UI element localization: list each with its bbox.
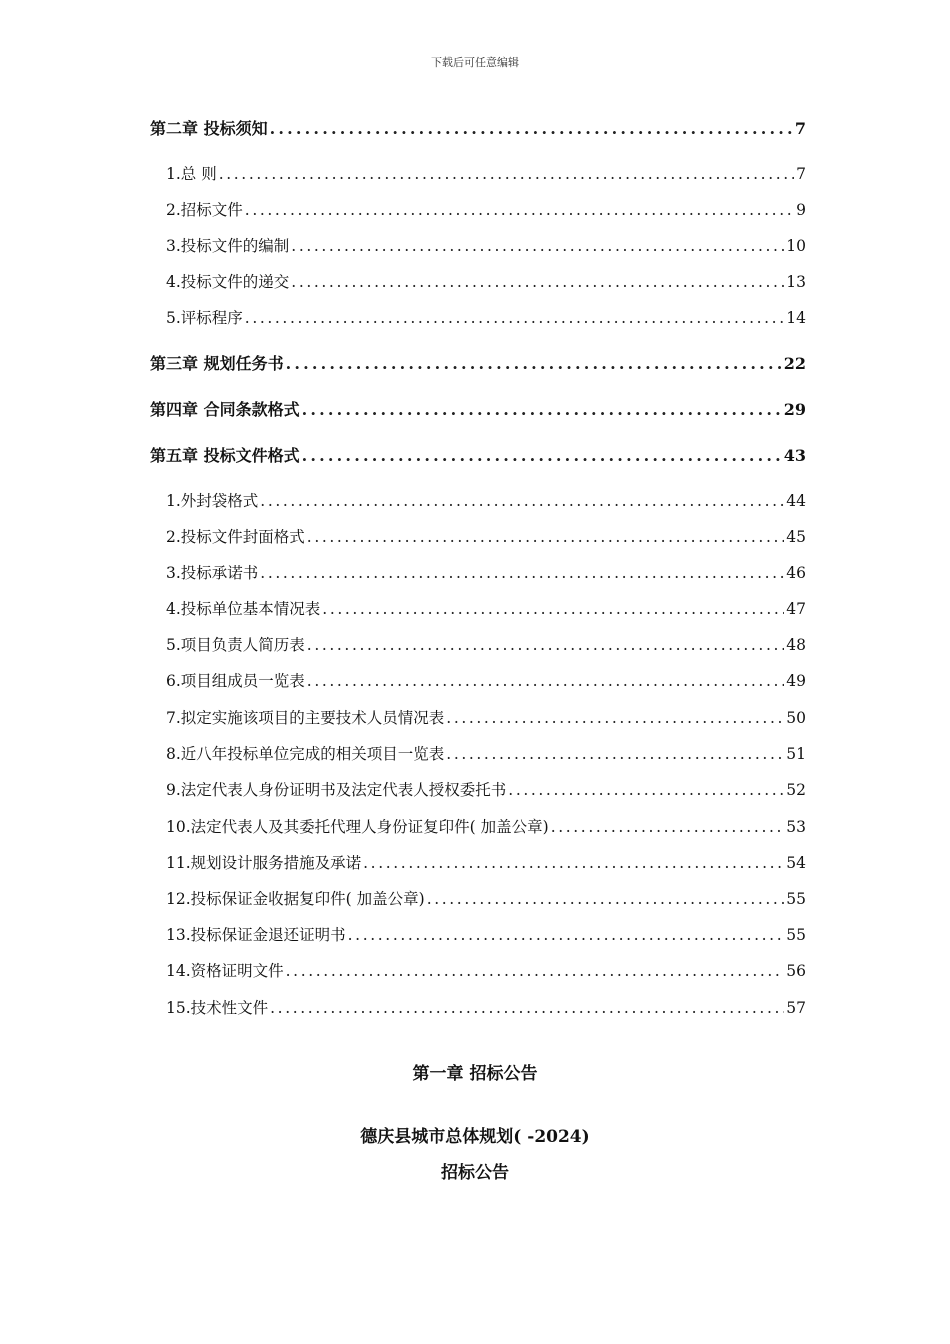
- toc-label: 13.投标保证金退还证明书: [166, 926, 346, 944]
- toc-label: 6.项目组成员一览表: [166, 672, 305, 690]
- toc-leader-dots: [307, 528, 784, 546]
- toc-item[interactable]: [166, 270, 806, 292]
- toc-page-number: 14: [786, 309, 806, 327]
- toc-page-number: 29: [783, 400, 806, 419]
- toc-leader-dots: [286, 354, 782, 373]
- toc-leader-dots: [302, 400, 782, 419]
- toc-chapter-4[interactable]: [150, 397, 806, 420]
- toc-item[interactable]: [166, 996, 806, 1018]
- toc-item[interactable]: [166, 489, 806, 511]
- toc-leader-dots: [291, 237, 784, 255]
- toc-page-number: 54: [786, 854, 806, 872]
- toc-page-number: 51: [786, 745, 806, 763]
- toc-label: 3.投标承诺书: [166, 564, 259, 582]
- toc-label: 7.拟定实施该项目的主要技术人员情况表: [166, 709, 445, 727]
- toc-label: 8.近八年投标单位完成的相关项目一览表: [166, 745, 445, 763]
- toc-leader-dots: [348, 926, 785, 944]
- toc-label: 4.投标单位基本情况表: [166, 600, 321, 618]
- toc-leader-dots: [363, 854, 784, 872]
- toc-item[interactable]: [166, 923, 806, 945]
- toc-leader-dots: [551, 818, 785, 836]
- toc-item[interactable]: [166, 778, 806, 800]
- toc-page-number: 48: [786, 636, 806, 654]
- toc-leader-dots: [291, 273, 784, 291]
- toc-leader-dots: [245, 201, 794, 219]
- toc-item[interactable]: [166, 633, 806, 655]
- toc-item[interactable]: [166, 234, 806, 256]
- project-title: 德庆县城市总体规划( -2024): [360, 1127, 590, 1147]
- toc-label: 第五章 投标文件格式: [150, 446, 300, 465]
- toc-page-number: 13: [786, 273, 806, 291]
- toc-chapter-2[interactable]: [150, 116, 806, 139]
- toc-leader-dots: [270, 119, 793, 138]
- toc-label: 1.总 则: [166, 165, 217, 183]
- toc-label: 9.法定代表人身份证明书及法定代表人授权委托书: [166, 781, 507, 799]
- toc-leader-dots: [427, 890, 785, 908]
- toc-item[interactable]: [166, 525, 806, 547]
- toc-leader-dots: [446, 709, 784, 727]
- toc-item[interactable]: [166, 815, 806, 837]
- toc-item[interactable]: [166, 742, 806, 764]
- toc-item[interactable]: [166, 851, 806, 873]
- toc-label: 第二章 投标须知: [150, 119, 268, 138]
- toc-label: 5.项目负责人简历表: [166, 636, 305, 654]
- toc-leader-dots: [286, 962, 785, 980]
- toc-leader-dots: [307, 672, 784, 690]
- toc-page-number: 43: [783, 446, 806, 465]
- toc-chapter-5[interactable]: [150, 443, 806, 466]
- toc-item[interactable]: [166, 162, 806, 184]
- toc-label: 第四章 合同条款格式: [150, 400, 300, 419]
- toc-page-number: 44: [786, 492, 806, 510]
- toc-label: 2.投标文件封面格式: [166, 528, 305, 546]
- toc-page-number: 22: [783, 354, 806, 373]
- toc-item[interactable]: [166, 887, 806, 909]
- toc-label: 15.技术性文件: [166, 999, 269, 1017]
- toc-item[interactable]: [166, 198, 806, 220]
- chapter-one-title: 第一章 招标公告: [412, 1064, 538, 1084]
- toc-leader-dots: [307, 636, 784, 654]
- toc-label: 第三章 规划任务书: [150, 354, 284, 373]
- toc-leader-dots: [508, 781, 784, 799]
- toc-label: 10.法定代表人及其委托代理人身份证复印件( 加盖公章): [166, 818, 549, 836]
- toc-label: 4.投标文件的递交: [166, 273, 290, 291]
- toc-page-number: 55: [786, 926, 806, 944]
- toc-leader-dots: [245, 309, 784, 327]
- toc-page-number: 45: [786, 528, 806, 546]
- toc-page-number: 7: [794, 119, 806, 138]
- toc-item[interactable]: [166, 561, 806, 583]
- toc-item[interactable]: [166, 669, 806, 691]
- toc-page-number: 49: [786, 672, 806, 690]
- toc-page-number: 55: [786, 890, 806, 908]
- toc-leader-dots: [446, 745, 784, 763]
- toc-page-number: 56: [786, 962, 806, 980]
- header-note: 下载后可任意编辑: [431, 56, 519, 69]
- toc-label: 2.招标文件: [166, 201, 243, 219]
- toc-page-number: 46: [786, 564, 806, 582]
- toc-label: 14.资格证明文件: [166, 962, 284, 980]
- toc-page-number: 9: [796, 201, 806, 219]
- toc-label: 12.投标保证金收据复印件( 加盖公章): [166, 890, 425, 908]
- toc-chapter-3[interactable]: [150, 351, 806, 374]
- toc-item[interactable]: [166, 959, 806, 981]
- toc-page-number: 7: [796, 165, 806, 183]
- toc-label: 11.规划设计服务措施及承诺: [166, 854, 362, 872]
- toc-leader-dots: [302, 446, 782, 465]
- notice-title: 招标公告: [441, 1163, 509, 1183]
- toc-label: 1.外封袋格式: [166, 492, 259, 510]
- toc-item[interactable]: [166, 306, 806, 328]
- toc-leader-dots: [260, 564, 784, 582]
- toc-page-number: 10: [786, 237, 806, 255]
- toc-leader-dots: [270, 999, 784, 1017]
- toc-label: 5.评标程序: [166, 309, 243, 327]
- toc-item[interactable]: [166, 706, 806, 728]
- toc-page-number: 50: [786, 709, 806, 727]
- toc-label: 3.投标文件的编制: [166, 237, 290, 255]
- toc-page-number: 52: [786, 781, 806, 799]
- toc-page-number: 57: [786, 999, 806, 1017]
- toc-leader-dots: [322, 600, 784, 618]
- toc-page-number: 47: [786, 600, 806, 618]
- toc-page-number: 53: [786, 818, 806, 836]
- toc-leader-dots: [260, 492, 784, 510]
- toc-item[interactable]: [166, 597, 806, 619]
- toc-leader-dots: [219, 165, 794, 183]
